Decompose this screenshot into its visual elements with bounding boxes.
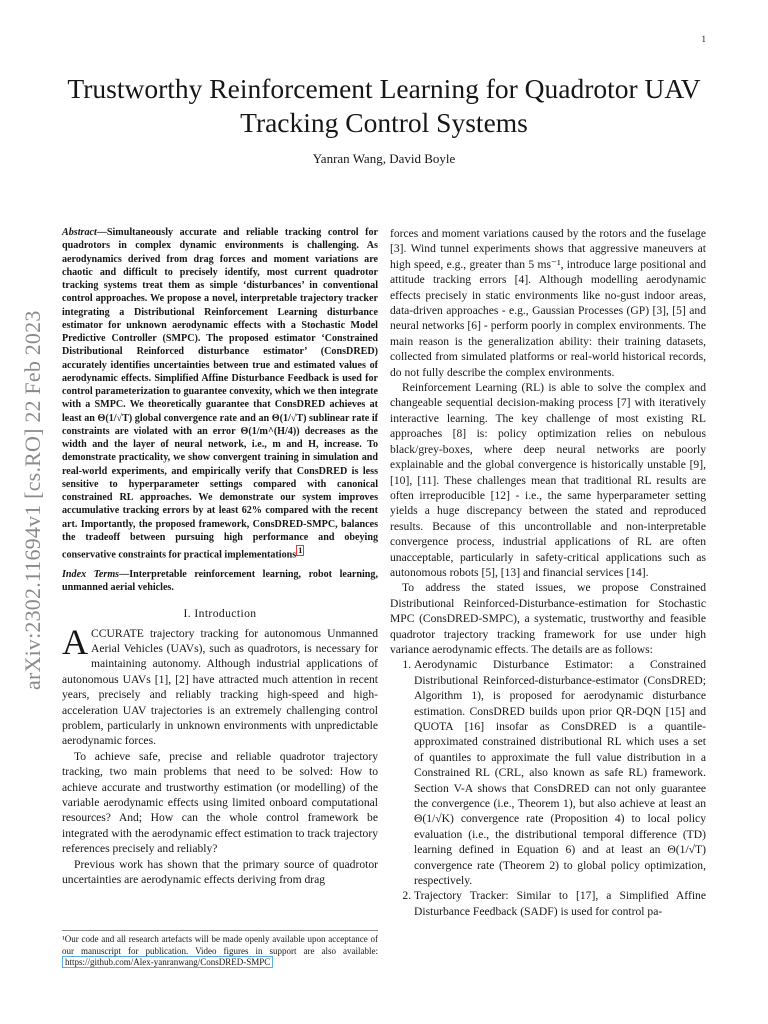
index-terms-label: Index Terms xyxy=(62,568,120,580)
right-paragraph-1: forces and moment variations caused by the rotors and the fuselage [3]. Wind tunnel experiments shows that aggressive maneuvers at high speed, e.g., greater than 5 ms⁻¹, introduce large positional and attitude tracking errors [4]. Although modelling aerodynamic effects precisely in static environments like no-gust indoor areas, data-driven approaches - e.g., Gaussian Processes (GP) [3], [5] and neural networks [6] - perform poorly in complex environments. The main reason is the generalization ability: their training datasets, collected from simulated platforms or real-world historical records, do not fully describe the complex environments. xyxy=(390,227,706,379)
section-heading: I. Introduction xyxy=(183,607,257,621)
footnote-mark[interactable]: 1 xyxy=(298,546,303,555)
footnote-text: ¹Our code and all research artefacts will be made openly available upon acceptance of our manuscript for publication. Video figures in support are also available: xyxy=(62,934,378,956)
intro-text-1: CCURATE trajectory tracking for autonomous Unmanned Aerial Vehicles (UAVs), such as quadrotors, is necessary for maintaining autonomy. Although industrial applications of autonomous UAVs [1], [2] have attracted much attention in recent years, precisely and reliably tracking high-speed and high-acceleration UAV trajectories is an extremely challenging control problem, particularly in unknown environments with unpredictable aerodynamic forces. xyxy=(62,626,378,748)
index-terms-text: —Interpretable reinforcement learning, robot learning, unmanned aerial vehicles. xyxy=(62,568,378,593)
footnote xyxy=(62,930,378,969)
right-column xyxy=(390,226,706,919)
abstract-text: —Simultaneously accurate and reliable tracking control for quadrotors in complex dynamic environments is challenging. As aerodynamics derived from drag forces and moment variations are chaotic and difficult to precisely identify, most current quadrotor tracking systems treat them as simple ‘disturbances’ in conventional control approaches. We propose a novel, interpretable trajectory tracker integrating a Distributional Reinforcement Learning disturbance estimator for unknown aerodynamic effects with a Stochastic Model Predictive Controller (SMPC). The proposed estimator ‘Constrained Distributional Reinforced disturbance estimator’ (ConsDRED) accurately identifies uncertainties between true and estimated values of aerodynamic effects. Simplified Affine Disturbance Feedback is used for control parameterization to guarantee convexity, which we then integrate with a SMPC. We theoretically guarantee that ConsDRED achieves at least an Θ(1/√T) global convergence rate and an Θ(1/√T) sublinear rate if constraints are violated with an error Θ(1/m^(H/4)) decreases as the width and the layer of neural network, i.e., m and H, increase. To demonstrate practicality, we show convergent training in simulation and real-world experiments, and empirically verify that ConsDRED is less sensitive to hyperparameter settings compared with canonical constrained RL approaches. We demonstrate our system improves accumulative tracking errors by at least 62% compared with the recent art. Importantly, the proposed framework, ConsDRED-SMPC, balances the tradeoff between pursuing high performance and obeying conservative constraints for practical implementations xyxy=(62,227,378,561)
paper-title: Trustworthy Reinforcement Learning for Quadrotor UAV Tracking Control Systems xyxy=(67,73,701,138)
index-terms xyxy=(62,568,378,595)
list-item: 1. Aerodynamic Disturbance Estimator: a Constrained Distributional Reinforced-disturbance-estimator (ConsDRED; Algorithm 1), is proposed for aerodynamic disturbance estimation. ConsDRED builds upon prior QR-DQN [15] and QUOTA [16] insofar as ConsDRED is a quantile-approximated constrained distributional RL which uses a set of quantiles to approximate the full value distribution in a Constrained RL (CRL, also known as safe RL) framework. Section V-A shows that ConsDRED can not only guarantee the convergence (i.e., Theorem 1), but also achieve at least an Θ(1/√K) convergence rate (Proposition 4) to local policy evaluation (i.e., the distributional temporal difference (TD) learning defined in Equation 6) and at least an Θ(1/√T) convergence rate (Theorem 2) to global policy optimization, respectively. xyxy=(414,657,706,888)
intro-paragraph-3: Previous work has shown that the primary source of quadrotor uncertainties are aerodynamic effects deriving from drag xyxy=(62,857,378,887)
right-paragraph-3: To address the stated issues, we propose Constrained Distributional Reinforced-Disturbance-estimation for Stochastic MPC (ConsDRED-SMPC), a systematic, trustworthy and feasible quadrotor trajectory tracking framework for use under high variance aerodynamic effects. The details are as follows: xyxy=(390,581,706,656)
right-paragraph-2: Reinforcement Learning (RL) is able to solve the complex and changeable sequential decision-making process [7] with iteratively interactive learning. The key challenge of most existing RL approaches [8] is: policy optimization relies on nebulous black/grey-boxes, where deep neural networks are poorly explainable and the global convergence is historically unstable [9], [10], [11]. These challenges mean that traditional RL results are often irreproducible [12] - i.e., the same hyperparameter setting yields a huge discrepancy between the stated and reproduced results. Because of this uncontrollable and non-interpretable convergence process, industrial applications of RL are often unacceptable, particularly in safety-critical applications such as autonomous robots [5], [13] and financial services [14]. xyxy=(390,381,706,579)
intro-paragraph-1 xyxy=(62,621,378,749)
arxiv-identifier: arXiv:2302.11694v1 [cs.RO] 22 Feb 2023 xyxy=(20,310,45,690)
contribution-list xyxy=(390,657,706,919)
left-column xyxy=(62,226,378,887)
page-number: 1 xyxy=(701,34,706,44)
dropcap: A xyxy=(62,621,88,662)
github-link[interactable]: https://github.com/Alex-yanranwang/ConsDRED-SMPC xyxy=(62,956,273,968)
abstract-label: Abstract xyxy=(62,227,97,238)
authors: Yanran Wang, David Boyle xyxy=(312,151,456,166)
abstract xyxy=(62,226,378,562)
list-item: 2. Trajectory Tracker: Similar to [17], a Simplified Affine Disturbance Feedback (SADF) is used for control pa- xyxy=(414,888,706,919)
intro-paragraph-2: To achieve safe, precise and reliable quadrotor trajectory tracking, two main problems that need to be solved: How to achieve accurate and trustworthy estimation (or modelling) of the variable aerodynamic effects using limited onboard computational resources? And; How can the whole control framework be integrated with the aerodynamic effect estimation to track trajectory references precisely and reliably? xyxy=(62,749,378,856)
